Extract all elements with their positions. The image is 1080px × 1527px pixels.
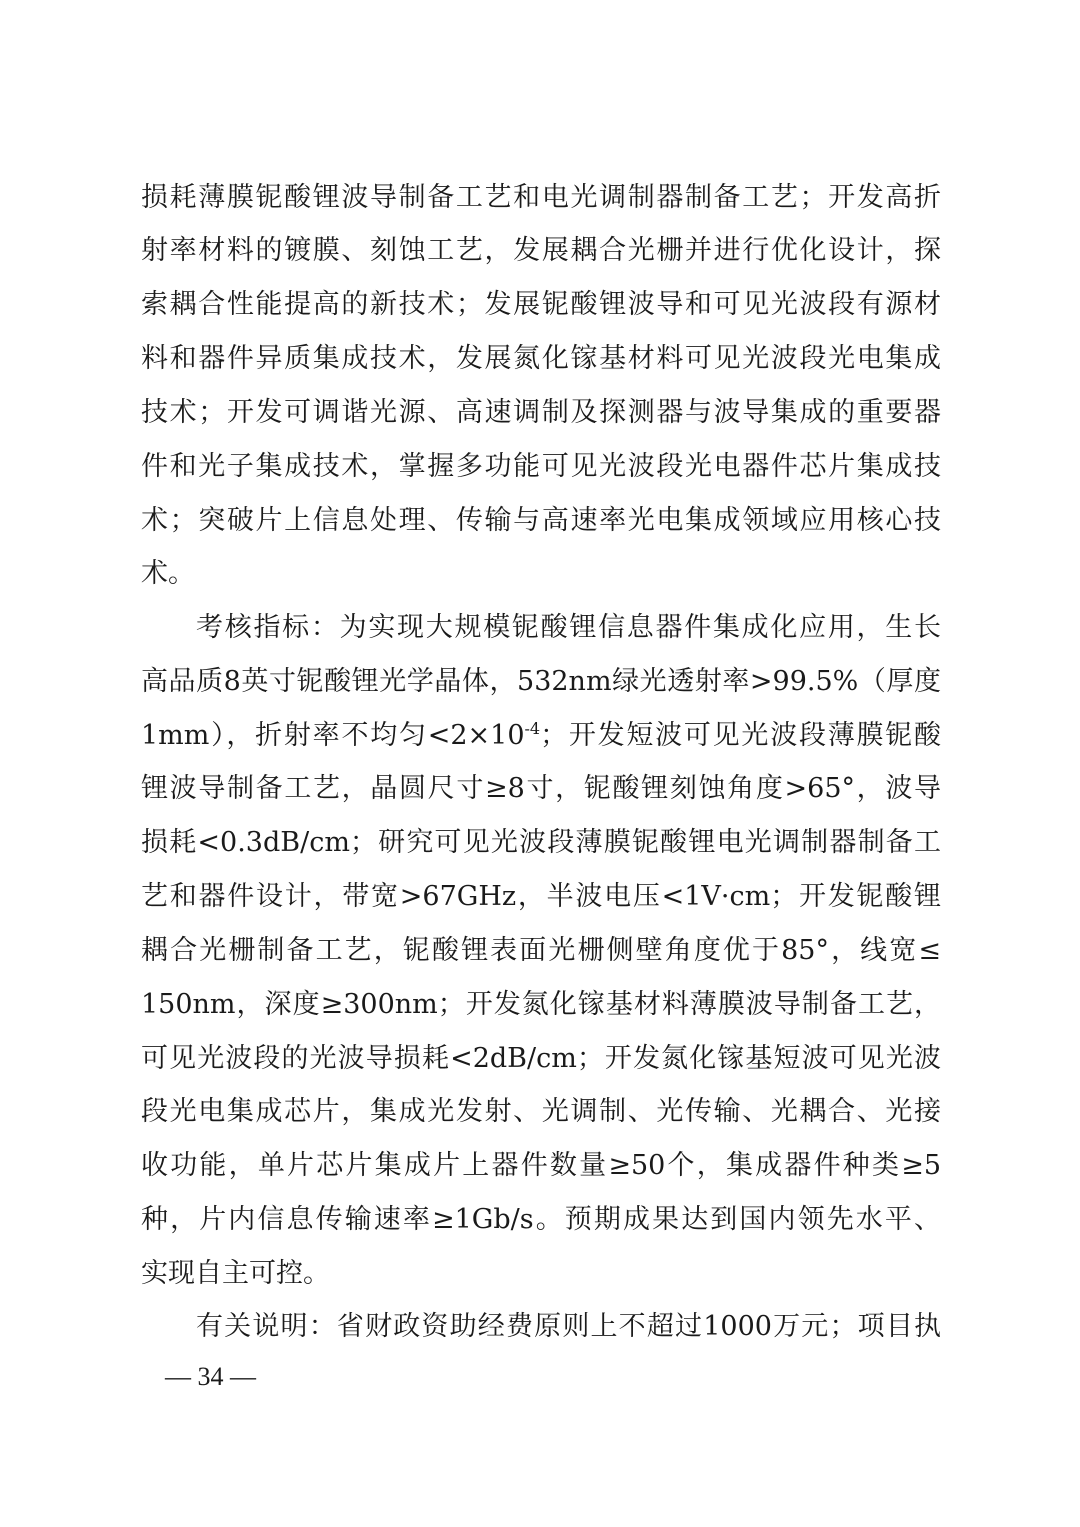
text-line: 种，片内信息传输速率≥1Gb/s。预期成果达到国内领先水平、 — [141, 1204, 941, 1235]
text-line-with-superscript — [141, 716, 941, 756]
text-line: 实现自主可控。 — [141, 1258, 330, 1289]
text-line: 艺和器件设计，带宽>67GHz，半波电压<1V·cm；开发铌酸锂 — [141, 881, 941, 912]
text-line: 损耗<0.3dB/cm；研究可见光波段薄膜铌酸锂电光调制器制备工 — [141, 827, 941, 858]
text-line: 可见光波段的光波导损耗<2dB/cm；开发氮化镓基短波可见光波 — [141, 1043, 941, 1074]
text-line: 索耦合性能提高的新技术；发展铌酸锂波导和可见光波段有源材 — [141, 289, 941, 320]
text-line: 料和器件异质集成技术，发展氮化镓基材料可见光波段光电集成 — [141, 343, 941, 374]
text-line: 件和光子集成技术，掌握多功能可见光波段光电器件芯片集成技 — [141, 451, 941, 482]
text-line: 有关说明：省财政资助经费原则上不超过1000万元；项目执 — [196, 1311, 941, 1342]
page-number: — 34 — — [165, 1362, 256, 1391]
text-line: 高品质8英寸铌酸锂光学晶体，532nm绿光透射率>99.5%（厚度 — [141, 666, 941, 697]
text-line: 考核指标：为实现大规模铌酸锂信息器件集成化应用，生长 — [196, 612, 941, 643]
text-line: 技术；开发可调谐光源、高速调制及探测器与波导集成的重要器 — [141, 397, 941, 428]
text-segment: 1mm），折射率不均匀<2×10 — [141, 720, 525, 751]
superscript-exponent: -4 — [524, 719, 541, 738]
text-line: 术；突破片上信息处理、传输与高速率光电集成领域应用核心技 — [141, 505, 941, 536]
text-line: 射率材料的镀膜、刻蚀工艺，发展耦合光栅并进行优化设计，探 — [141, 235, 941, 266]
text-line: 耦合光栅制备工艺，铌酸锂表面光栅侧壁角度优于85°，线宽≤ — [141, 935, 941, 966]
text-line: 收功能，单片芯片集成片上器件数量≥50个，集成器件种类≥5 — [141, 1150, 941, 1181]
text-line: 损耗薄膜铌酸锂波导制备工艺和电光调制器制备工艺；开发高折 — [141, 182, 941, 213]
text-line: 锂波导制备工艺，晶圆尺寸≥8寸，铌酸锂刻蚀角度>65°，波导 — [141, 773, 941, 804]
text-line: 150nm，深度≥300nm；开发氮化镓基材料薄膜波导制备工艺， — [141, 989, 941, 1020]
text-line: 术。 — [141, 558, 195, 589]
text-segment: ；开发短波可见光波段薄膜铌酸 — [540, 720, 941, 751]
text-line: 段光电集成芯片，集成光发射、光调制、光传输、光耦合、光接 — [141, 1096, 941, 1127]
